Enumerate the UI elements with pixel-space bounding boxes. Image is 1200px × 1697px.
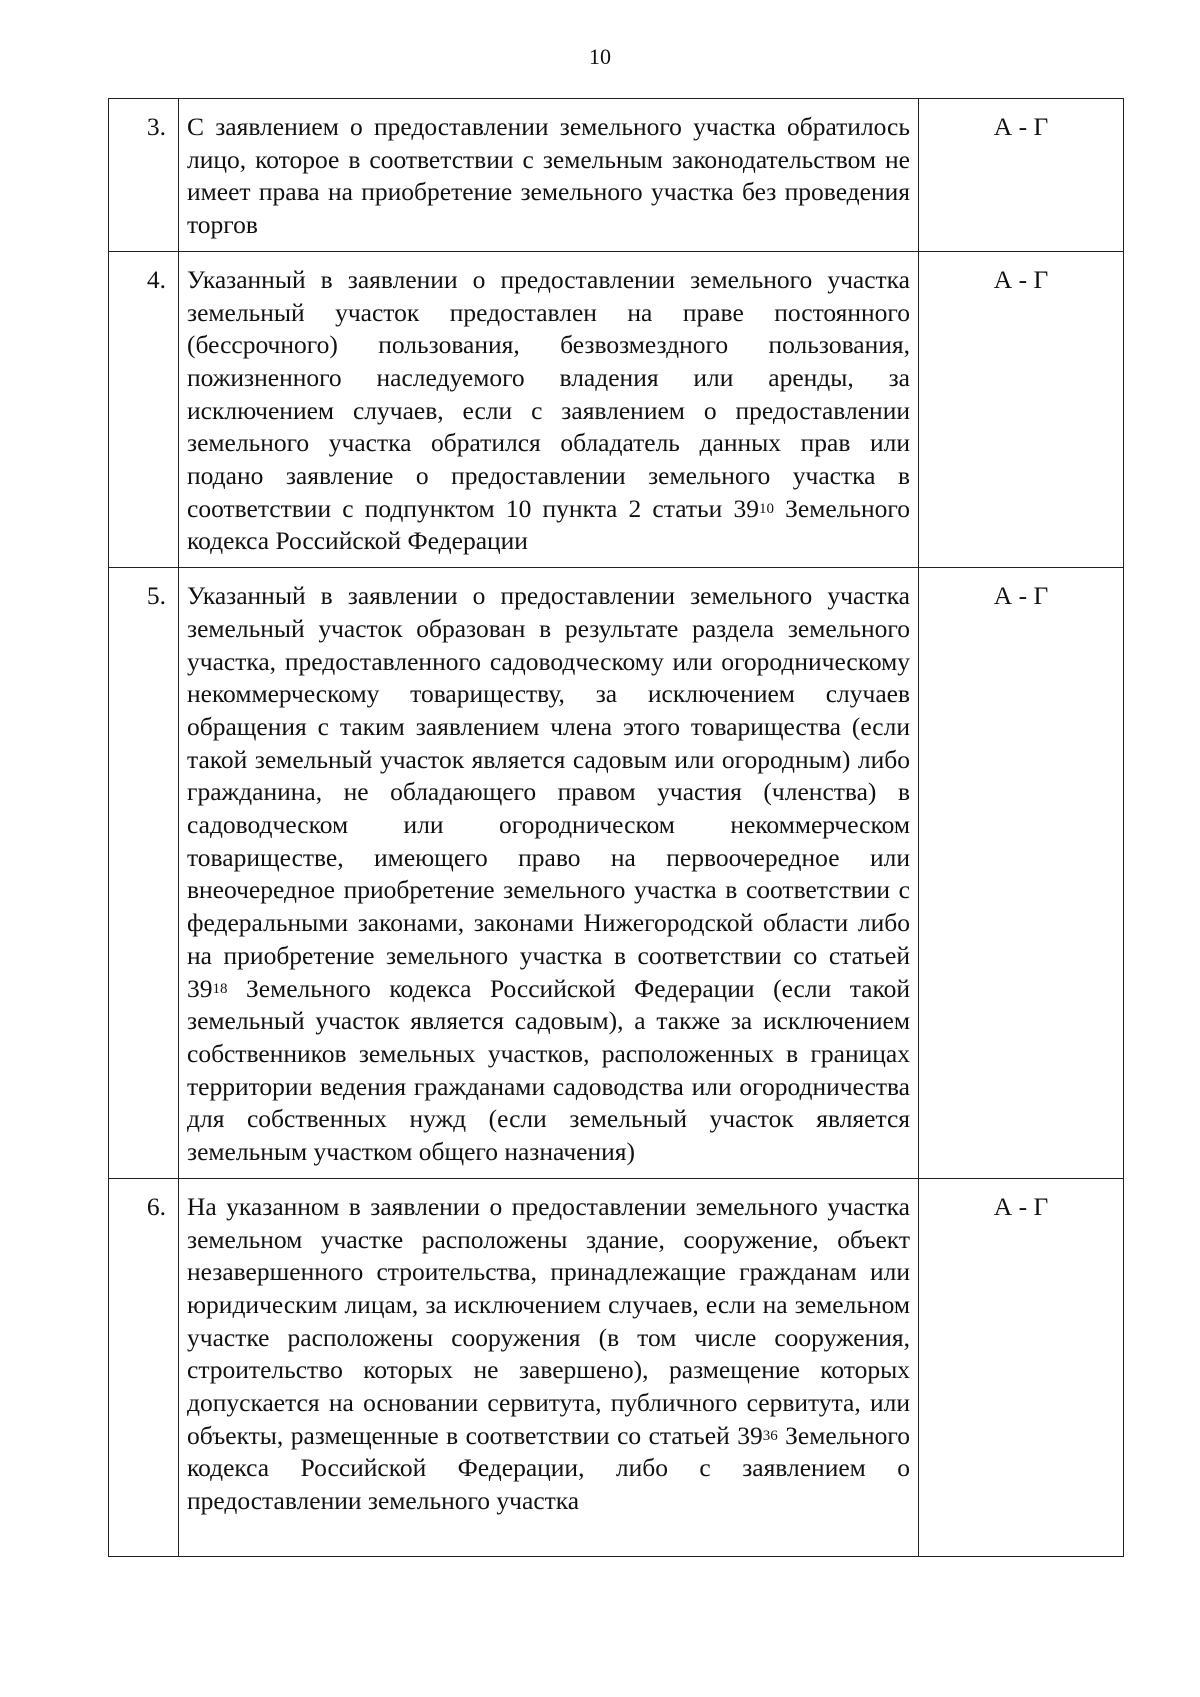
table-row: [109, 99, 1124, 252]
row-text-part: С заявлением о предоставлении земельного участка обратилось лицо, которое в соответствии с земельным законодательством не имеет права на приобретение земельного участка без проведения торгов: [187, 112, 910, 240]
grounds-table: [108, 98, 1124, 1557]
page-number: 10: [589, 44, 611, 69]
row-text-part: Земельного кодекса Российской Федерации (если такой земельный участок является садовым), а также за исключением собственников земельных участков, расположенных в границах территории ведения гражданами садоводства или огородничества для собственных нужд (если земельный участок является земельным участком общего назначения): [187, 973, 910, 1167]
row-text: [179, 99, 919, 252]
row-text-part: Земельного кодекса Российской Федерации: [187, 493, 910, 556]
row-text: [179, 251, 919, 567]
table-row: [109, 251, 1124, 567]
table-row: [109, 1178, 1124, 1556]
row-code: А - Г: [919, 251, 1124, 567]
row-text-part: Указанный в заявлении о предоставлении земельного участка земельный участок предоставлен на праве постоянного (бессрочного) пользования, безвозмездного пользования, пожизненного наследуемого владения или аренды, за исключением случаев, если с заявлением о предоставлении земельного участка обратился обладатель данных прав или подано заявление о предоставлении земельного участка в соответствии с подпунктом 10 пункта 2 статьи 39: [187, 264, 910, 523]
row-text-part: Земельного кодекса Российской Федерации, либо с заявлением о предоставлении земельного участка: [187, 1420, 911, 1516]
row-number: 6.: [109, 1178, 179, 1556]
article-superscript: 36: [762, 1427, 778, 1444]
table-row: [109, 568, 1124, 1179]
row-text: [179, 1178, 919, 1556]
article-superscript: 10: [758, 500, 774, 517]
row-code: А - Г: [919, 568, 1124, 1179]
article-superscript: 18: [212, 980, 228, 997]
row-code: А - Г: [919, 1178, 1124, 1556]
row-code: А - Г: [919, 99, 1124, 252]
row-number: 3.: [109, 99, 179, 252]
row-number: 5.: [109, 568, 179, 1179]
row-text: [179, 568, 919, 1179]
row-number: 4.: [109, 251, 179, 567]
row-text-part: На указанном в заявлении о предоставлении земельного участка земельном участке расположены здание, сооружение, объект незавершенного строительства, принадлежащие гражданам или юридическим лицам, за исключением случаев, если на земельном участке расположены сооружения (в том числе сооружения, строительство которых не завершено), размещение которых допускается на основании сервитута, публичного сервитута, или объекты, размещенные в соответствии со статьей 39: [187, 1191, 910, 1450]
row-text-part: Указанный в заявлении о предоставлении земельного участка земельный участок образован в результате раздела земельного участка, предоставленного садоводческому или огородническому некоммерческому товариществу, за исключением случаев обращения с таким заявлением члена этого товарищества (если такой земельный участок является садовым или огородным) либо гражданина, не обладающего правом участия (членства) в садоводческом или огородническом некоммерческом товариществе, имеющего право на первоочередное или внеочередное приобретение земельного участка в соответствии с федеральными законами, законами Нижегородской области либо на приобретение земельного участка в соответствии со статьей 39: [187, 581, 910, 1003]
